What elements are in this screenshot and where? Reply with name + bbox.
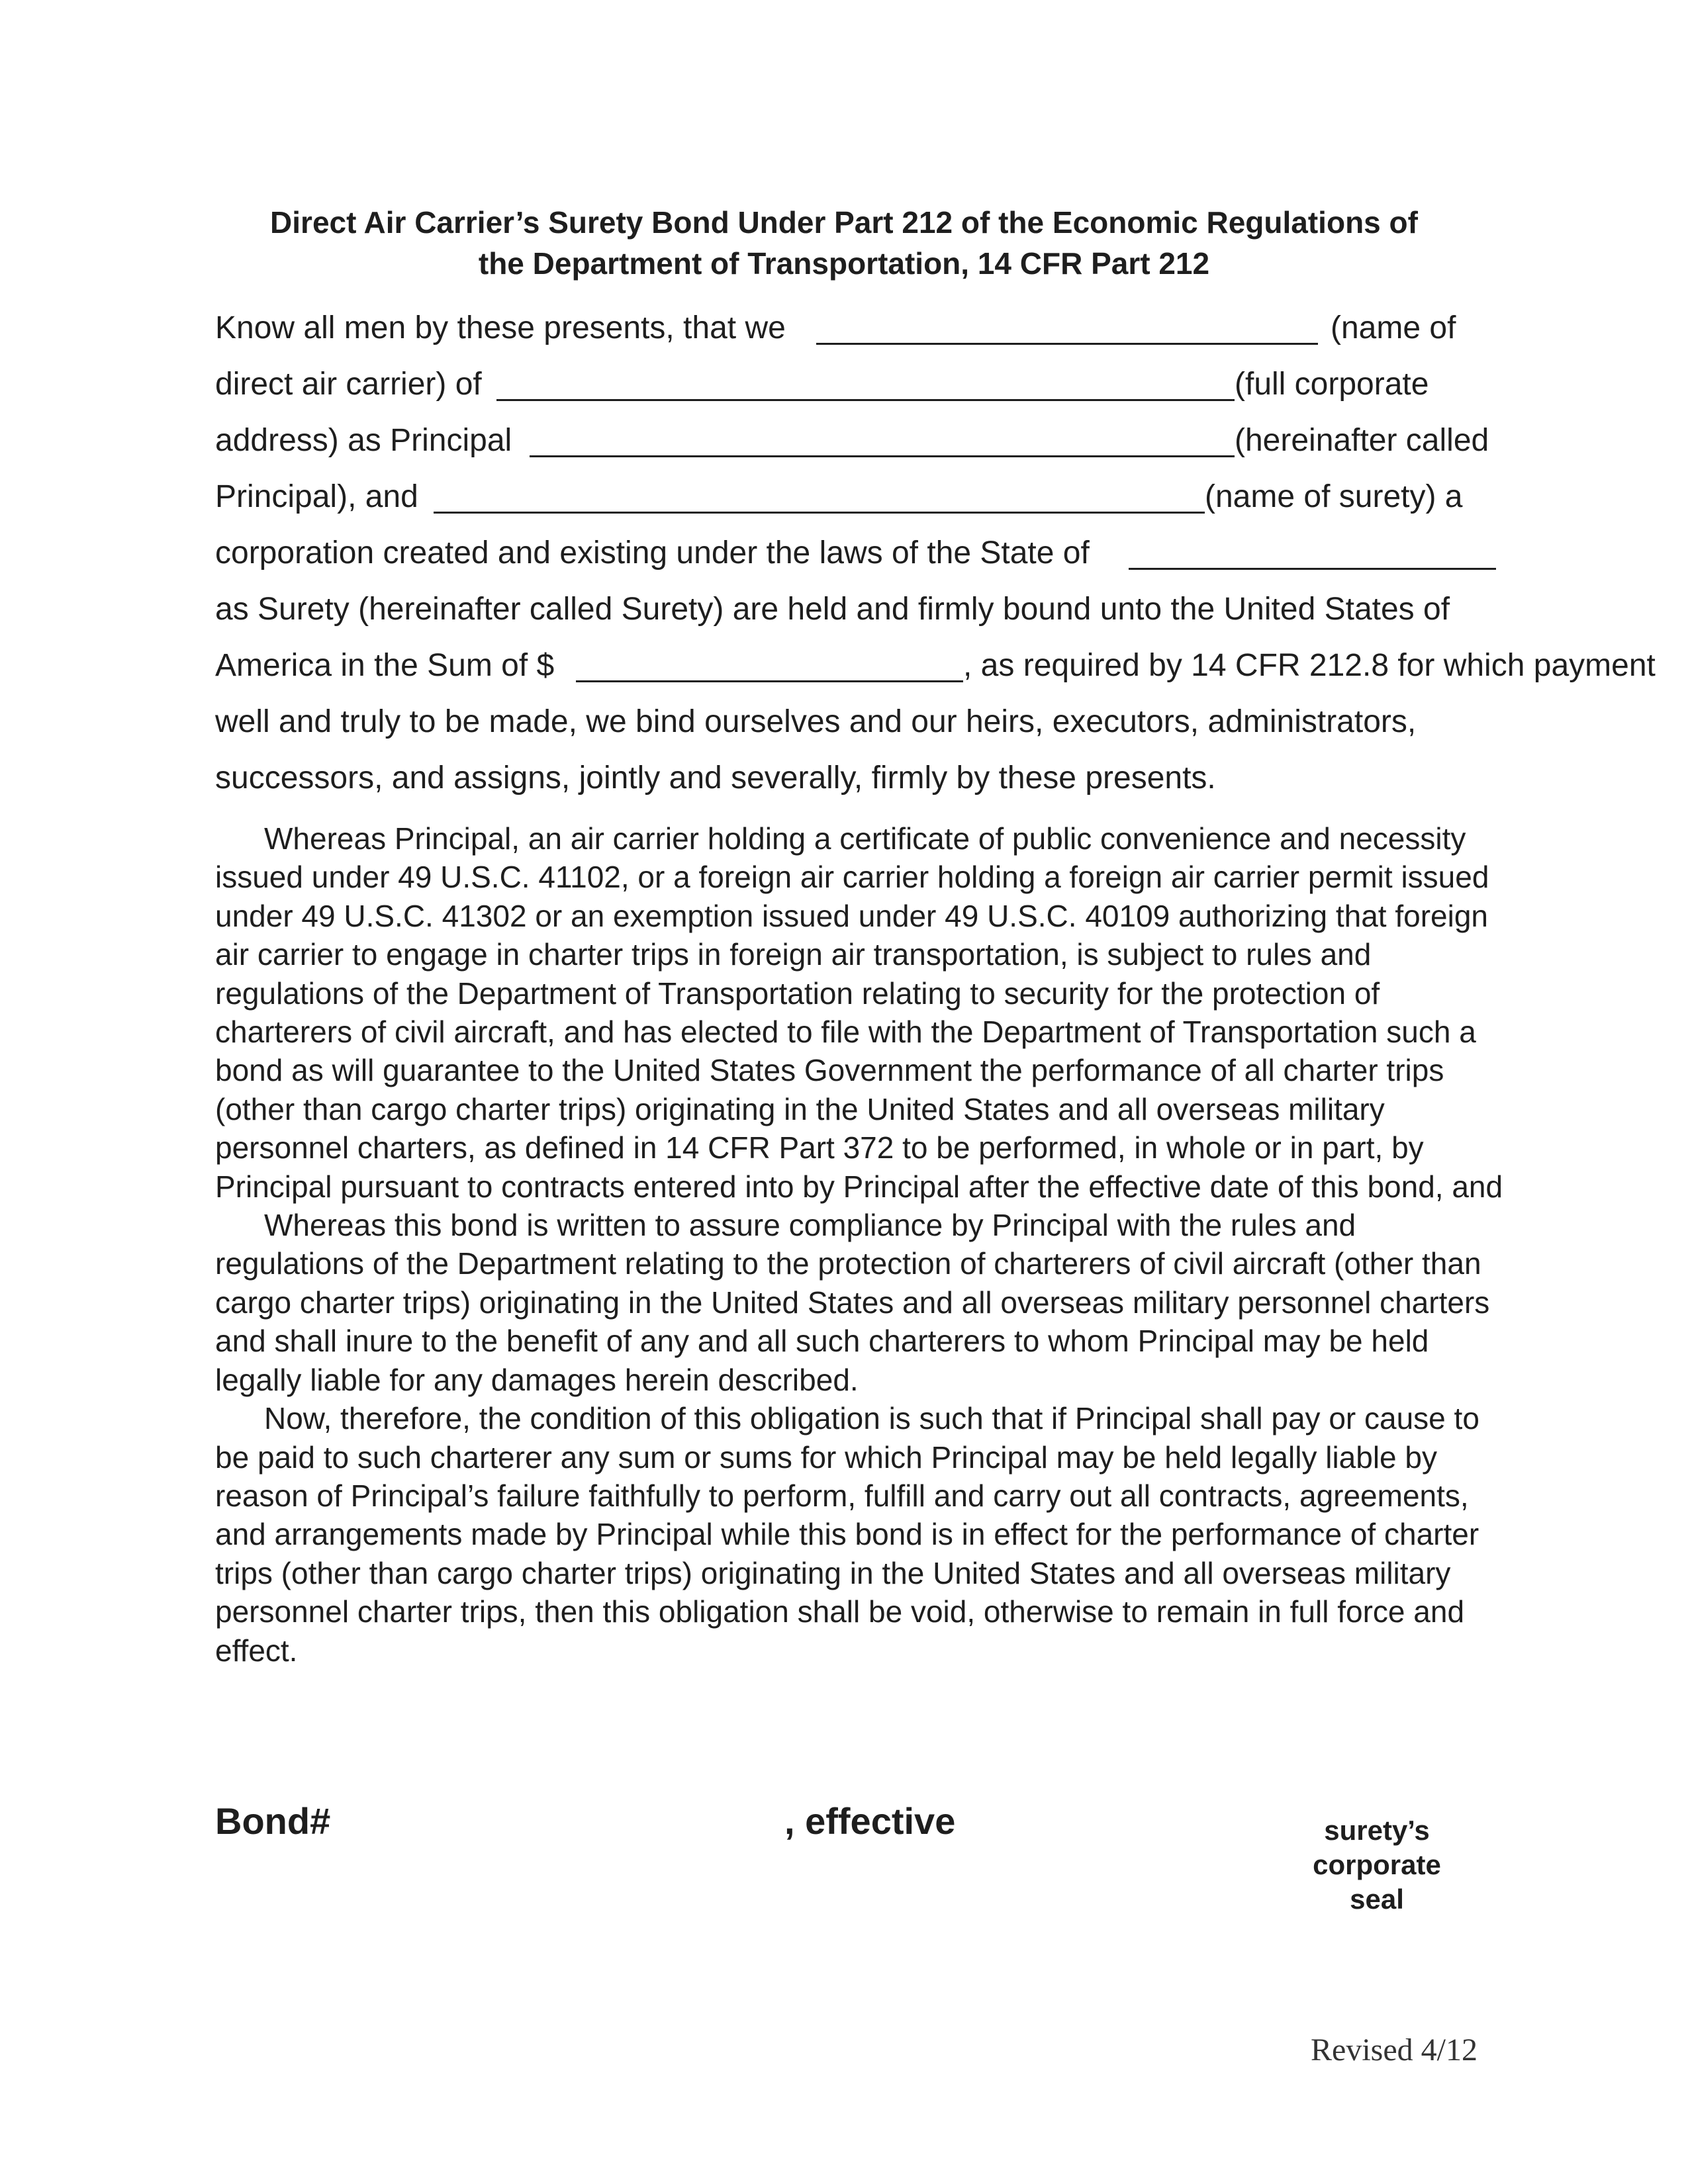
fill-line-2	[215, 365, 1473, 404]
revision-date: Revised 4/12	[1311, 2032, 1477, 2068]
blank-direct-air-carrier-name[interactable]	[816, 343, 1318, 345]
text-direct-air-carrier-of: direct air carrier) of	[215, 367, 482, 402]
bond-number-label: Bond#	[215, 1800, 331, 1842]
form-title-line-1: Direct Air Carrier’s Surety Bond Under Part 212 of the Economic Regulations of	[270, 205, 1418, 240]
fill-line-3	[215, 421, 1489, 461]
text-name-of-surety: (name of surety) a	[1205, 479, 1463, 514]
paragraph-whereas-1: Whereas Principal, an air carrier holding a certificate of public convenience and necessity issued under 49 U.S.C. 41102, or a foreign air carrier holding a foreign air carrier permit issued under 49 U.S.C. 41302 or an exemption issued under 49 U.S.C. 40109 authorizing that foreign air carrier to engage in charter trips in foreign air transportation, is subject to rules and regulations of the Department of Transportation relating to security for the protection of charterers of civil aircraft, and has elected to file with the Department of Transportation such a bond as will guarantee to the United States Government the performance of all charter trips (other than cargo charter trips) originating in the United States and all overseas military personnel charters, as defined in 14 CFR Part 372 to be performed, in whole or in part, by Principal pursuant to contracts entered into by Principal after the effective date of this bond, and	[215, 821, 1503, 1204]
text-as-required: , as required by 14 CFR 212.8 for which payment	[963, 648, 1656, 683]
text-full-corporate: (full corporate	[1235, 367, 1429, 402]
blank-bond-amount[interactable]	[576, 680, 963, 682]
fill-line-9	[215, 758, 1499, 798]
paragraph-whereas-2: Whereas this bond is written to assure compliance by Principal with the rules and regulations of the Department relating to the protection of charterers of civil aircraft (other than cargo charter trips) originating in the United States and all overseas military personnel charters and shall inure to the benefit of any and all such charterers to whom Principal may be held legally liable for any damages herein described.	[215, 1208, 1490, 1397]
seal-line-3: seal	[1350, 1884, 1404, 1915]
form-title-line-2: the Department of Transportation, 14 CFR Part 212	[478, 246, 1210, 281]
text-well-and-truly: well and truly to be made, we bind ourselves and our heirs, executors, administrators,	[215, 704, 1417, 739]
text-corporation-created: corporation created and existing under the laws of the State of	[215, 535, 1090, 570]
bond-conditions-body	[215, 819, 1513, 1670]
blank-corporate-address[interactable]	[496, 399, 1235, 401]
fill-line-1	[215, 308, 1473, 348]
effective-date-label: , effective	[784, 1800, 956, 1842]
blank-principal[interactable]	[530, 455, 1235, 457]
seal-line-1: surety’s	[1324, 1815, 1430, 1846]
text-successors-and-assigns: successors, and assigns, jointly and severally, firmly by these presents.	[215, 760, 1216, 796]
blank-state[interactable]	[1129, 568, 1496, 570]
fill-line-4	[215, 477, 1473, 517]
text-know-all-men: Know all men by these presents, that we	[215, 310, 786, 345]
text-as-surety: as Surety (hereinafter called Surety) are held and firmly bound unto the United States of	[215, 592, 1450, 627]
fill-line-6	[215, 590, 1499, 629]
blank-surety-name[interactable]	[434, 512, 1205, 514]
fill-line-8	[215, 702, 1499, 742]
text-america-in-the-sum: America in the Sum of $	[215, 648, 555, 683]
fill-line-7	[215, 646, 1671, 686]
paragraph-now-therefore: Now, therefore, the condition of this obligation is such that if Principal shall pay or cause to be paid to such charterer any sum or sums for which Principal may be held legally liable by reason of Principal’s failure faithfully to perform, fulfill and carry out all contracts, agreements, and arrangements made by Principal while this bond is in effect for the performance of charter trips (other than cargo charter trips) originating in the United States and all overseas military personnel charter trips, then this obligation shall be void, otherwise to remain in full force and effect.	[215, 1401, 1479, 1668]
text-hereinafter-called: (hereinafter called	[1235, 423, 1489, 458]
surety-corporate-seal-area	[1278, 1813, 1476, 1917]
text-address-as-principal: address) as Principal	[215, 423, 512, 458]
fill-line-5	[215, 533, 1499, 573]
seal-line-2: corporate	[1313, 1849, 1441, 1880]
text-principal-and: Principal), and	[215, 479, 418, 514]
text-name-of: (name of	[1331, 310, 1456, 345]
